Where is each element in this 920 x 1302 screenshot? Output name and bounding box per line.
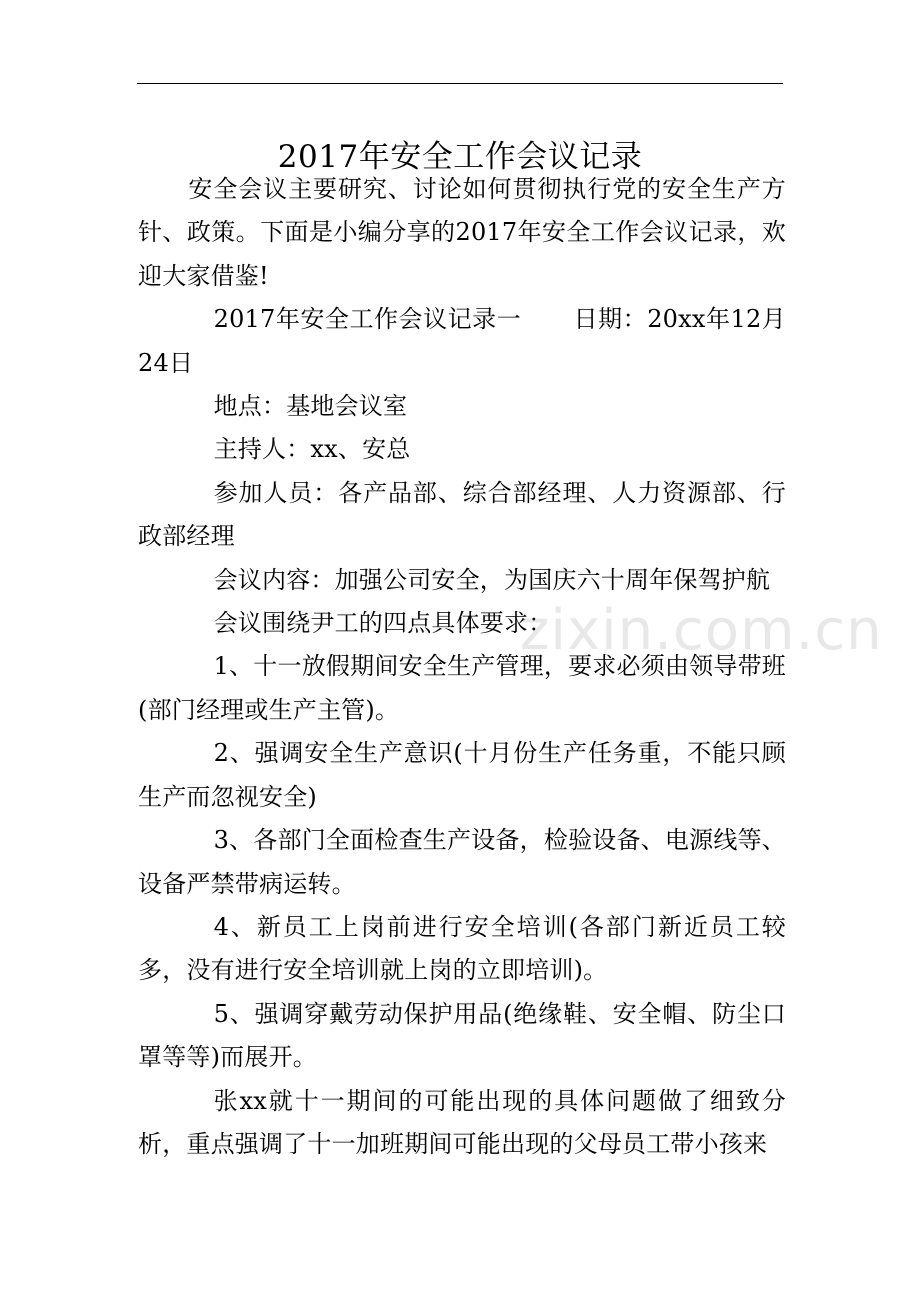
- intro-paragraph: 安全会议主要研究、讨论如何贯彻执行党的安全生产方针、政策。下面是小编分享的2017年安全工作会议记录，欢迎大家借鉴!: [138, 175, 786, 290]
- meeting-host: 主持人：xx、安总: [213, 435, 411, 464]
- header-rule: [137, 83, 783, 84]
- site-watermark: zixin.com.cn: [520, 598, 883, 663]
- meeting-content: 会议内容：加强公司安全，为国庆六十周年保驾护航: [213, 565, 771, 594]
- record-heading-line: [138, 298, 786, 385]
- requirement-item: 1、十一放假期间安全生产管理，要求必须由领导带班(部门经理或生产主管)。: [138, 652, 786, 724]
- requirement-item: 4、新员工上岗前进行安全培训(各部门新近员工较多，没有进行安全培训就上岗的立即培训)。: [138, 912, 786, 985]
- requirement-item: 2、强调安全生产意识(十月份生产任务重，不能只顾生产而忽视安全): [138, 739, 786, 811]
- document-title: 2017年安全工作会议记录: [277, 138, 643, 175]
- meeting-attendees: 参加人员：各产品部、综合部经理、人力资源部、行政部经理: [138, 478, 786, 551]
- requirement-item: 5、强调穿戴劳动保护用品(绝缘鞋、安全帽、防尘口罩等等)而展开。: [138, 999, 786, 1072]
- requirement-item: 3、各部门全面检查生产设备，检验设备、电源线等、设备严禁带病运转。: [138, 826, 786, 898]
- meeting-date: 日期：20xx年12月24日: [138, 305, 786, 377]
- document-body: [138, 168, 786, 1166]
- meeting-location: 地点：基地会议室: [213, 392, 408, 421]
- closing-paragraph: 张xx就十一期间的可能出现的具体问题做了细致分析，重点强调了十一加班期间可能出现的父母员工带小孩来: [138, 1086, 786, 1158]
- requirements-intro: 会议围绕尹工的四点具体要求：: [213, 609, 553, 638]
- record-heading: 2017年安全工作会议记录一: [213, 305, 522, 334]
